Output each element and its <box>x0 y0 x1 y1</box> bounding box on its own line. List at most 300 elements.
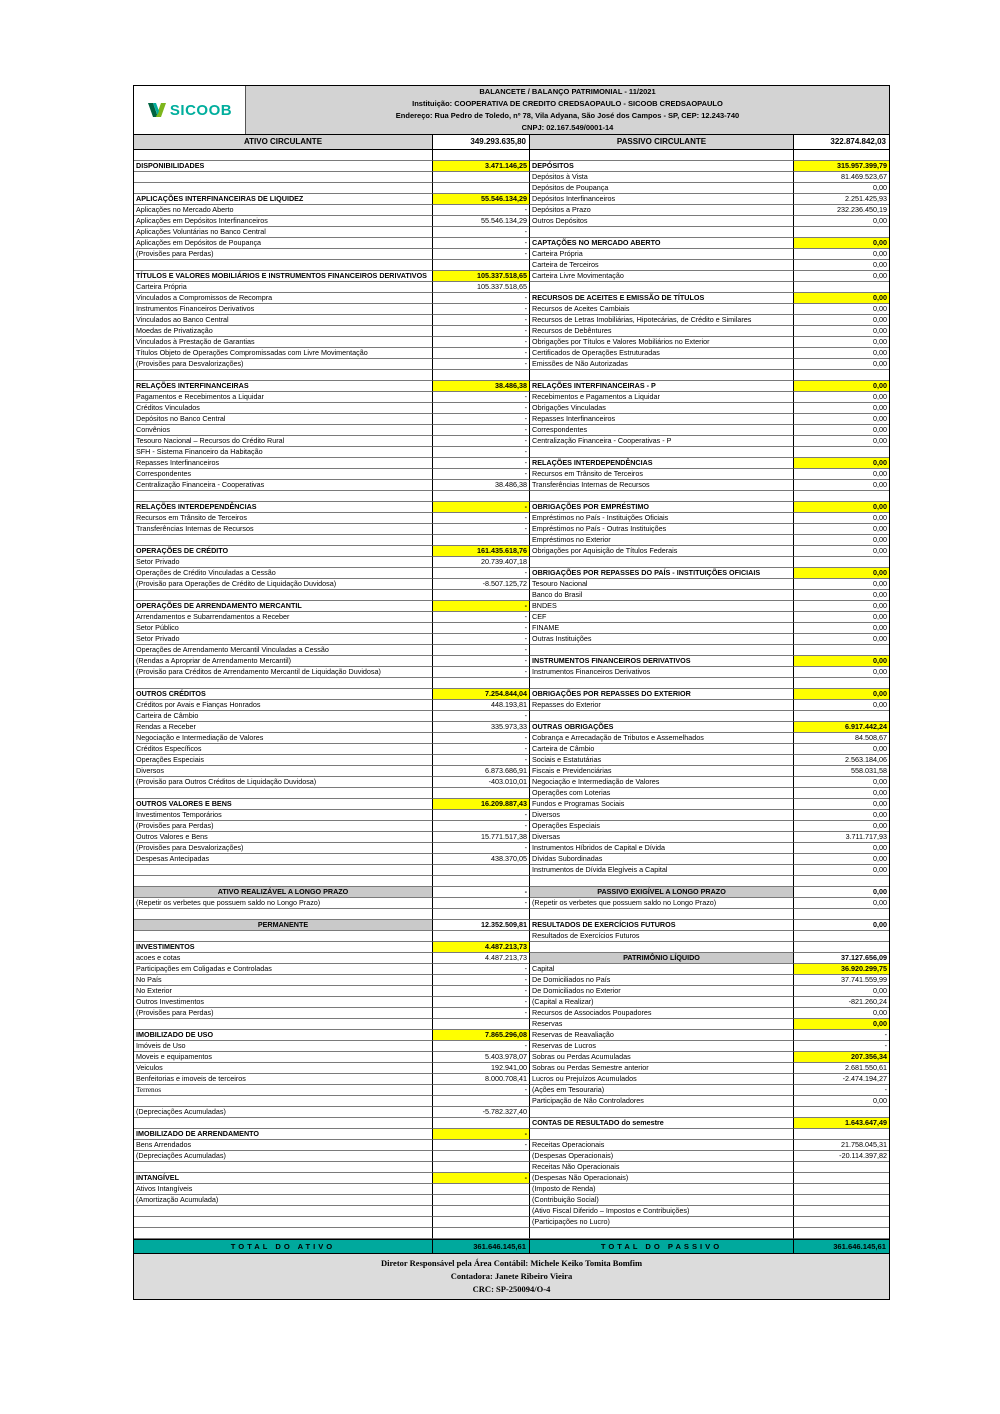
table-row <box>134 1195 889 1206</box>
table-row <box>134 931 889 942</box>
table-row <box>134 1052 889 1063</box>
table-row <box>134 1217 889 1228</box>
account-value-left: - <box>433 205 530 216</box>
account-value-left: 5.403.978,07 <box>433 1052 530 1063</box>
account-label-right <box>530 942 794 953</box>
table-row <box>134 678 889 689</box>
account-value-left: - <box>433 843 530 854</box>
account-label-left: Setor Público <box>134 623 433 634</box>
account-value-right: 232.236.450,19 <box>794 205 889 216</box>
account-value-right: 84.508,67 <box>794 733 889 744</box>
account-value-right: 0,00 <box>794 689 889 700</box>
report-title: BALANCETE / BALANÇO PATRIMONIAL - 11/2021 <box>479 87 656 96</box>
account-value-left: - <box>433 975 530 986</box>
account-value-right <box>794 1162 889 1173</box>
account-value-right <box>794 942 889 953</box>
table-row <box>134 447 889 458</box>
account-value-right: 207.356,34 <box>794 1052 889 1063</box>
account-label-left <box>134 876 433 887</box>
account-value-right: 0,00 <box>794 524 889 535</box>
table-row <box>134 205 889 216</box>
table-row <box>134 249 889 260</box>
account-label-right: Recebimentos e Pagamentos a Liquidar <box>530 392 794 403</box>
account-label-left <box>134 678 433 689</box>
table-row <box>134 469 889 480</box>
account-label-left: Investimentos Temporários <box>134 810 433 821</box>
table-row <box>134 755 889 766</box>
table-row <box>134 744 889 755</box>
account-value-right <box>794 1228 889 1239</box>
account-value-right: 0,00 <box>794 1008 889 1019</box>
table-row <box>134 623 889 634</box>
account-value-left <box>433 1019 530 1030</box>
account-value-right: 0,00 <box>794 326 889 337</box>
account-value-left: 4.487.213,73 <box>433 953 530 964</box>
account-label-left: INTANGÍVEL <box>134 1173 433 1184</box>
table-row <box>134 436 889 447</box>
account-label-right: Carteira de Câmbio <box>530 744 794 755</box>
account-label-left: acoes e cotas <box>134 953 433 964</box>
account-value-right: 0,00 <box>794 392 889 403</box>
account-label-right <box>530 876 794 887</box>
account-value-left: - <box>433 667 530 678</box>
account-label-left: Títulos Objeto de Operações Compromissadas com Livre Movimentação <box>134 348 433 359</box>
account-label-left: (Provisão para Operações de Crédito de Liquidação Duvidosa) <box>134 579 433 590</box>
account-value-right: 0,00 <box>794 293 889 304</box>
account-value-right: 0,00 <box>794 546 889 557</box>
account-label-right: Obrigações por Aquisição de Títulos Federais <box>530 546 794 557</box>
account-label-right: CAPTAÇÕES NO MERCADO ABERTO <box>530 238 794 249</box>
accounting-director-line: Diretor Responsável pela Área Contábil: Michele Keiko Tomita Bomfim <box>380 1258 643 1268</box>
account-label-left: Operações de Crédito Vinculadas a Cessão <box>134 568 433 579</box>
account-value-right <box>794 909 889 920</box>
account-value-left: 20.739.407,18 <box>433 557 530 568</box>
account-value-right: 0,00 <box>794 271 889 282</box>
account-value-right: 0,00 <box>794 810 889 821</box>
table-row <box>134 1085 889 1096</box>
table-row <box>134 942 889 953</box>
account-value-left: - <box>433 601 530 612</box>
account-label-right: Outros Depósitos <box>530 216 794 227</box>
account-value-left: - <box>433 436 530 447</box>
account-label-left: Depósitos no Banco Central <box>134 414 433 425</box>
account-value-left: - <box>433 304 530 315</box>
account-label-left: Carteira Própria <box>134 282 433 293</box>
account-label-right: Recursos de Associados Poupadores <box>530 1008 794 1019</box>
account-value-left <box>433 1118 530 1129</box>
account-value-right: 0,00 <box>794 634 889 645</box>
table-row <box>134 1118 889 1129</box>
account-label-left: Diversos <box>134 766 433 777</box>
account-label-left <box>134 535 433 546</box>
account-value-left <box>433 678 530 689</box>
account-value-left <box>433 150 530 161</box>
account-label-right: Obrigações Vinculadas <box>530 403 794 414</box>
table-row <box>134 1041 889 1052</box>
table-row <box>134 887 889 898</box>
account-label-left: (Depreciações Acumuladas) <box>134 1107 433 1118</box>
account-label-left: Aplicações no Mercado Aberto <box>134 205 433 216</box>
account-value-left: - <box>433 249 530 260</box>
account-label-left: (Rendas a Apropriar de Arrendamento Mercantil) <box>134 656 433 667</box>
account-value-right: 0,00 <box>794 304 889 315</box>
table-row <box>134 821 889 832</box>
account-label-right: Negociação e Intermediação de Valores <box>530 777 794 788</box>
account-value-left: - <box>433 227 530 238</box>
table-row <box>134 414 889 425</box>
account-label-left: RELAÇÕES INTERFINANCEIRAS <box>134 381 433 392</box>
account-value-left: - <box>433 315 530 326</box>
logo-wordmark: SICOOB <box>169 101 233 119</box>
table-row <box>134 1140 889 1151</box>
account-label-left: Operações de Arrendamento Mercantil Vinculadas a Cessão <box>134 645 433 656</box>
account-label-left <box>134 370 433 381</box>
table-row <box>134 766 889 777</box>
account-value-right: 0,00 <box>794 183 889 194</box>
account-value-right: 2.251.425,93 <box>794 194 889 205</box>
account-label-left: IMOBILIZADO DE USO <box>134 1030 433 1041</box>
table-row <box>134 1162 889 1173</box>
account-label-right: (Contribuição Social) <box>530 1195 794 1206</box>
account-value-left: - <box>433 1008 530 1019</box>
account-label-left <box>134 1118 433 1129</box>
account-label-right: Sobras ou Perdas Semestre anterior <box>530 1063 794 1074</box>
account-label-left: Instrumentos Financeiros Derivativos <box>134 304 433 315</box>
account-label-right: Empréstimos no País - Instituições Oficiais <box>530 513 794 524</box>
account-value-left <box>433 1162 530 1173</box>
account-value-right: 0,00 <box>794 744 889 755</box>
table-row <box>134 689 889 700</box>
account-label-left: (Provisões para Perdas) <box>134 1008 433 1019</box>
account-label-right: Empréstimos no País - Outras Instituições <box>530 524 794 535</box>
account-label-left: (Provisões para Perdas) <box>134 249 433 260</box>
account-label-left: Arrendamentos e Subarrendamentos a Receber <box>134 612 433 623</box>
account-value-right: - <box>794 1041 889 1052</box>
account-value-right: 0,00 <box>794 315 889 326</box>
account-label-right: PATRIMÔNIO LÍQUIDO <box>530 953 794 964</box>
account-value-left: -8.507.125,72 <box>433 579 530 590</box>
account-value-left: - <box>433 1140 530 1151</box>
account-value-left <box>433 491 530 502</box>
account-value-left: 55.546.134,29 <box>433 194 530 205</box>
table-row <box>134 403 889 414</box>
account-value-left: - <box>433 711 530 722</box>
account-label-left <box>134 172 433 183</box>
account-label-left: (Amortização Acumulada) <box>134 1195 433 1206</box>
account-label-left <box>134 590 433 601</box>
accountant-line: Contadora: Janete Ribeiro Vieira <box>450 1271 573 1281</box>
account-value-right: 315.957.399,79 <box>794 161 889 172</box>
account-value-right: 0,00 <box>794 436 889 447</box>
account-label-left <box>134 1228 433 1239</box>
table-row <box>134 1030 889 1041</box>
table-row <box>134 733 889 744</box>
table-row <box>134 645 889 656</box>
account-label-left: Operações Especiais <box>134 755 433 766</box>
account-value-left: - <box>433 755 530 766</box>
account-label-right: Repasses do Exterior <box>530 700 794 711</box>
table-row <box>134 975 889 986</box>
account-label-right: Instrumentos Financeiros Derivativos <box>530 667 794 678</box>
account-value-right: 0,00 <box>794 348 889 359</box>
account-label-right <box>530 1107 794 1118</box>
account-label-right: Obrigações por Títulos e Valores Mobiliários no Exterior <box>530 337 794 348</box>
account-value-right <box>794 1173 889 1184</box>
account-label-right: Diversos <box>530 810 794 821</box>
account-label-left: (Provisão para Outros Créditos de Liquidação Duvidosa) <box>134 777 433 788</box>
account-label-left <box>134 931 433 942</box>
table-row <box>134 656 889 667</box>
account-label-right <box>530 557 794 568</box>
account-label-right: (Repetir os verbetes que possuem saldo no Longo Prazo) <box>530 898 794 909</box>
account-value-left: - <box>433 392 530 403</box>
account-label-right: Emissões de Não Autorizadas <box>530 359 794 370</box>
sicoob-chevron-icon <box>147 101 167 119</box>
account-label-right: Certificados de Operações Estruturadas <box>530 348 794 359</box>
account-label-left: Participações em Coligadas e Controladas <box>134 964 433 975</box>
account-value-left: 4.487.213,73 <box>433 942 530 953</box>
table-row <box>134 832 889 843</box>
table-row <box>134 986 889 997</box>
account-value-left: -403.010,01 <box>433 777 530 788</box>
account-label-right: Operações com Loterias <box>530 788 794 799</box>
account-value-left: - <box>433 887 530 898</box>
account-value-left <box>433 1228 530 1239</box>
account-value-left: 161.435.618,76 <box>433 546 530 557</box>
account-label-left: Terrenos <box>134 1085 433 1096</box>
account-label-left: Pagamentos e Recebimentos a Liquidar <box>134 392 433 403</box>
account-value-right: - <box>794 1085 889 1096</box>
account-label-right: (Imposto de Renda) <box>530 1184 794 1195</box>
account-value-left: - <box>433 359 530 370</box>
account-label-right: Recursos em Trânsito de Terceiros <box>530 469 794 480</box>
account-value-left <box>433 260 530 271</box>
table-row <box>134 1184 889 1195</box>
account-label-right: Carteira Livre Movimentação <box>530 271 794 282</box>
table-row <box>134 348 889 359</box>
account-label-left: Benfeitorias e imoveis de terceiros <box>134 1074 433 1085</box>
account-label-right <box>530 1228 794 1239</box>
table-row <box>134 634 889 645</box>
account-label-right: Resultados de Exercícios Futuros <box>530 931 794 942</box>
account-value-left: - <box>433 1041 530 1052</box>
account-label-left: Bens Arrendados <box>134 1140 433 1151</box>
account-label-right: (Participações no Lucro) <box>530 1217 794 1228</box>
account-label-left: Carteira de Câmbio <box>134 711 433 722</box>
account-value-left: - <box>433 414 530 425</box>
account-label-left: Transferências Internas de Recursos <box>134 524 433 535</box>
account-value-left <box>433 865 530 876</box>
account-label-left <box>134 1096 433 1107</box>
account-label-right: Lucros ou Prejuízos Acumulados <box>530 1074 794 1085</box>
account-value-left: 438.370,05 <box>433 854 530 865</box>
total-passivo-value: 361.646.145,61 <box>833 1242 886 1251</box>
table-row <box>134 293 889 304</box>
account-value-right: 0,00 <box>794 887 889 898</box>
balance-sheet <box>133 85 890 1300</box>
table-row <box>134 997 889 1008</box>
account-label-right: PASSIVO EXIGÍVEL A LONGO PRAZO <box>530 887 794 898</box>
account-value-left: 192.941,00 <box>433 1063 530 1074</box>
table-row <box>134 722 889 733</box>
account-value-left: - <box>433 337 530 348</box>
account-value-left: - <box>433 524 530 535</box>
account-label-left: OPERAÇÕES DE ARRENDAMENTO MERCANTIL <box>134 601 433 612</box>
account-value-right: 0,00 <box>794 381 889 392</box>
account-value-left: - <box>433 1173 530 1184</box>
grand-total-row <box>134 1239 889 1254</box>
table-row <box>134 1228 889 1239</box>
account-value-left: 7.865.296,08 <box>433 1030 530 1041</box>
account-label-right: Depósitos à Vista <box>530 172 794 183</box>
account-value-right: 0,00 <box>794 216 889 227</box>
account-label-right: Receitas Não Operacionais <box>530 1162 794 1173</box>
account-value-left: 448.193,81 <box>433 700 530 711</box>
table-row <box>134 1008 889 1019</box>
table-row <box>134 271 889 282</box>
account-label-right: OBRIGAÇÕES POR EMPRÉSTIMO <box>530 502 794 513</box>
account-label-right: Outras Instituições <box>530 634 794 645</box>
account-value-right <box>794 447 889 458</box>
table-row <box>134 843 889 854</box>
account-label-left: (Repetir os verbetes que possuem saldo no Longo Prazo) <box>134 898 433 909</box>
account-label-left: DISPONIBILIDADES <box>134 161 433 172</box>
table-row <box>134 964 889 975</box>
account-value-right: 0,00 <box>794 359 889 370</box>
table-row <box>134 579 889 590</box>
account-value-right: 0,00 <box>794 568 889 579</box>
account-label-right: Sociais e Estatutárias <box>530 755 794 766</box>
account-label-right: Sobras ou Perdas Acumuladas <box>530 1052 794 1063</box>
account-label-left: Despesas Antecipadas <box>134 854 433 865</box>
account-label-right: Capital <box>530 964 794 975</box>
table-row <box>134 326 889 337</box>
account-value-left <box>433 1206 530 1217</box>
account-value-right: 2.563.184,06 <box>794 755 889 766</box>
account-label-right: Depósitos a Prazo <box>530 205 794 216</box>
account-value-left: 3.471.146,25 <box>433 161 530 172</box>
account-label-right: Instrumentos Híbridos de Capital e Dívida <box>530 843 794 854</box>
account-label-left: ATIVO REALIZÁVEL A LONGO PRAZO <box>134 887 433 898</box>
account-label-right: FINAME <box>530 623 794 634</box>
account-value-right: 2.681.550,61 <box>794 1063 889 1074</box>
table-row <box>134 568 889 579</box>
account-value-left: 55.546.134,29 <box>433 216 530 227</box>
account-value-right: 0,00 <box>794 502 889 513</box>
account-value-left: - <box>433 469 530 480</box>
account-value-left <box>433 1217 530 1228</box>
account-value-left: - <box>433 656 530 667</box>
account-label-right: CONTAS DE RESULTADO do semestre <box>530 1118 794 1129</box>
table-row <box>134 590 889 601</box>
account-label-left: Correspondentes <box>134 469 433 480</box>
account-value-right <box>794 1107 889 1118</box>
account-label-right: (Capital a Realizar) <box>530 997 794 1008</box>
account-label-right: Fundos e Programas Sociais <box>530 799 794 810</box>
table-row <box>134 502 889 513</box>
account-value-right: 0,00 <box>794 249 889 260</box>
account-value-left: - <box>433 964 530 975</box>
account-label-right <box>530 711 794 722</box>
table-row <box>134 381 889 392</box>
account-value-right: 0,00 <box>794 238 889 249</box>
table-row <box>134 1129 889 1140</box>
account-value-left: - <box>433 623 530 634</box>
account-value-right: 37.741.559,99 <box>794 975 889 986</box>
account-label-right: Fiscais e Previdenciárias <box>530 766 794 777</box>
account-value-right: 0,00 <box>794 425 889 436</box>
account-value-right: 0,00 <box>794 920 889 931</box>
account-value-left: - <box>433 403 530 414</box>
total-passivo-label: TOTAL DO PASSIVO <box>530 1240 794 1253</box>
table-row <box>134 480 889 491</box>
institution-line: Instituição: COOPERATIVA DE CREDITO CREDSAOPAULO - SICOOB CREDSAOPAULO <box>412 99 723 108</box>
account-label-right: CEF <box>530 612 794 623</box>
table-row <box>134 491 889 502</box>
account-label-right: Recursos de Letras Imobiliárias, Hipotecárias, de Crédito e Similares <box>530 315 794 326</box>
account-value-left: - <box>433 425 530 436</box>
account-value-right <box>794 1195 889 1206</box>
ativo-circulante-header: ATIVO CIRCULANTE <box>134 135 433 149</box>
account-label-right: Carteira de Terceiros <box>530 260 794 271</box>
account-value-left: 15.771.517,38 <box>433 832 530 843</box>
account-label-left <box>134 183 433 194</box>
account-label-left <box>134 909 433 920</box>
account-value-right: 0,00 <box>794 535 889 546</box>
account-value-right: -821.260,24 <box>794 997 889 1008</box>
account-value-right: 0,00 <box>794 843 889 854</box>
account-label-right: Operações Especiais <box>530 821 794 832</box>
account-value-left: 38.486,38 <box>433 381 530 392</box>
account-label-left: Moedas de Privatização <box>134 326 433 337</box>
table-row <box>134 909 889 920</box>
table-row <box>134 194 889 205</box>
table-row <box>134 282 889 293</box>
account-value-left: - <box>433 326 530 337</box>
account-label-left <box>134 260 433 271</box>
signature-block <box>134 1254 889 1299</box>
table-row <box>134 227 889 238</box>
account-label-left: Ativos Intangíveis <box>134 1184 433 1195</box>
account-value-left <box>433 1096 530 1107</box>
account-label-left: Aplicações em Depósitos de Poupança <box>134 238 433 249</box>
account-label-left: Créditos Vinculados <box>134 403 433 414</box>
account-value-right: 21.758.045,31 <box>794 1140 889 1151</box>
account-label-left: Repasses Interfinanceiros <box>134 458 433 469</box>
account-label-left: SFH - Sistema Financeiro da Habitação <box>134 447 433 458</box>
account-label-right: Depósitos Interfinanceiros <box>530 194 794 205</box>
account-label-left: Veiculos <box>134 1063 433 1074</box>
account-label-left: (Depreciações Acumuladas) <box>134 1151 433 1162</box>
account-label-right: Carteira Própria <box>530 249 794 260</box>
account-label-right: Repasses Interfinanceiros <box>530 414 794 425</box>
account-label-right: Banco do Brasil <box>530 590 794 601</box>
account-value-right: 0,00 <box>794 656 889 667</box>
table-row <box>134 238 889 249</box>
account-label-right <box>530 1129 794 1140</box>
table-row <box>134 953 889 964</box>
table-row <box>134 876 889 887</box>
table-row <box>134 370 889 381</box>
account-value-left: 38.486,38 <box>433 480 530 491</box>
account-label-left: INVESTIMENTOS <box>134 942 433 953</box>
table-row <box>134 1074 889 1085</box>
account-label-left: Aplicações em Depósitos Interfinanceiros <box>134 216 433 227</box>
account-value-left <box>433 1195 530 1206</box>
account-label-left: OPERAÇÕES DE CRÉDITO <box>134 546 433 557</box>
account-value-left: - <box>433 293 530 304</box>
account-value-left: 8.000.708,41 <box>433 1074 530 1085</box>
